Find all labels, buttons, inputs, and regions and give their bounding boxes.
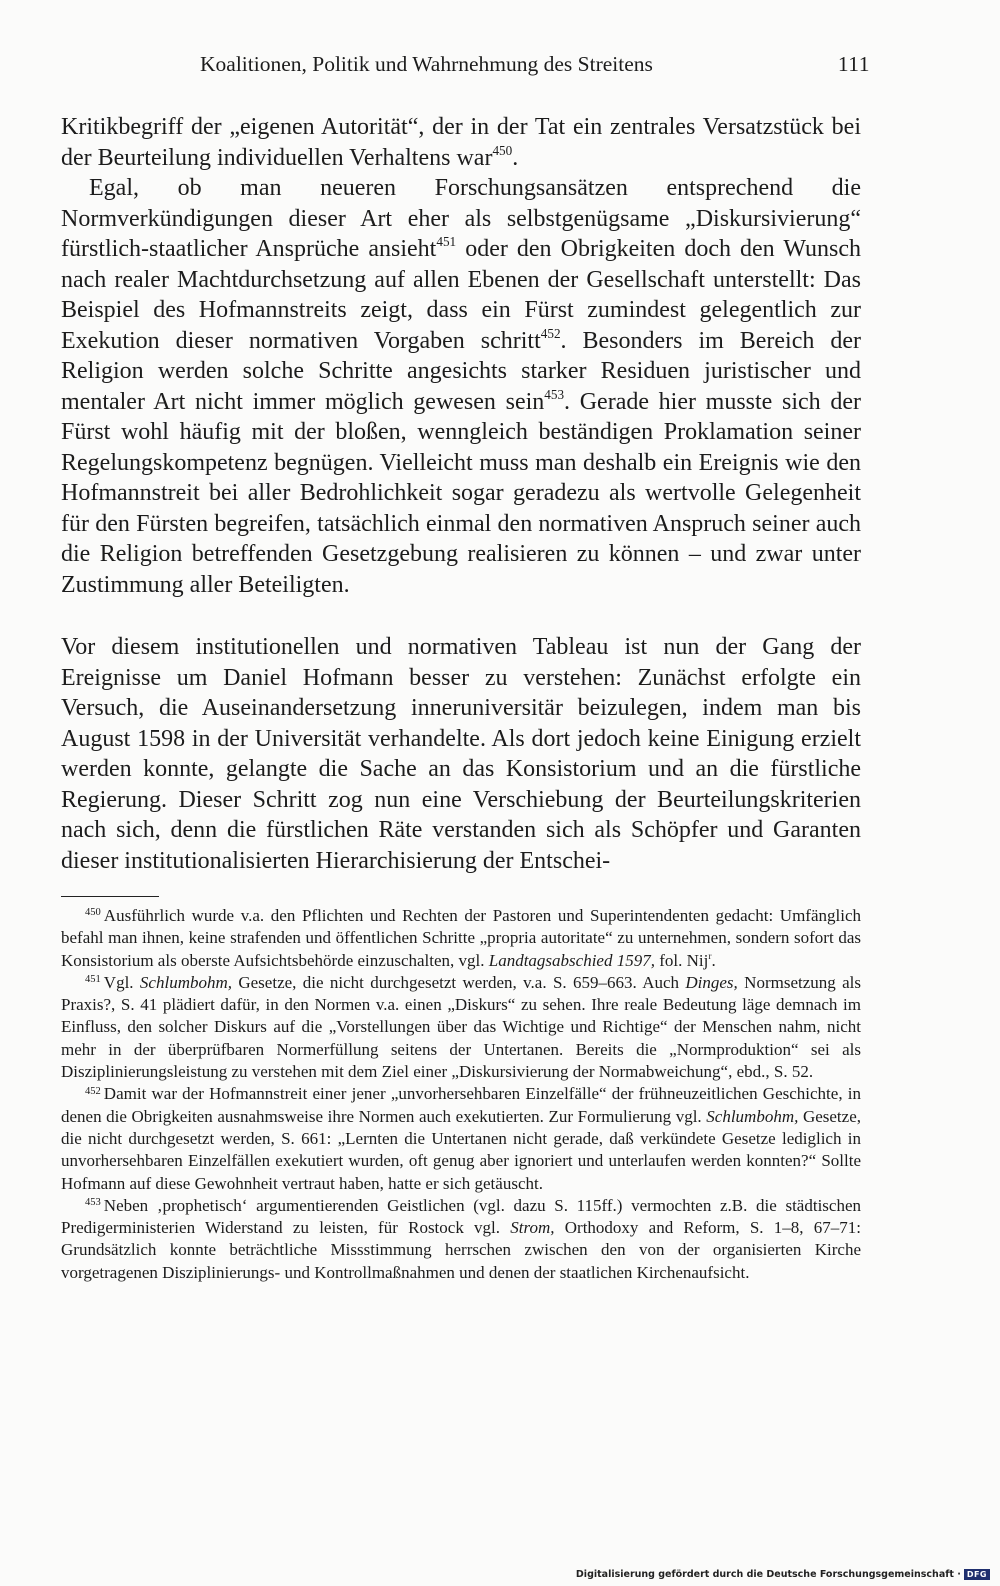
paragraph-2 (61, 173, 861, 600)
footnote-ref-452[interactable]: 452 (540, 325, 561, 341)
paragraph-text: . (512, 144, 519, 171)
footnote-text: . (711, 950, 716, 970)
footnote-452 (61, 1083, 861, 1194)
page-number: 111 (837, 52, 870, 76)
paragraph-3: Vor diesem institutionellen und normativen Tableau ist nun der Gang der Ereignisse um Daniel Hofmann besser zu verstehen: Zunächst erfolgte ein Versuch, die Auseinandersetzung inneruniversitär beizulegen, indem man bis August 1598 in der Universität verhandelte. Als dort jedoch keine Einigung erzielt werden konnte, gelangte die Sache an das Konsistorium und an die fürstliche Regierung. Dieser Schritt zog nun eine Verschiebung der Beurteilungskriterien nach sich, denn die fürstlichen Räte verstanden sich als Schöpfer und Garanten dieser institutionalisierten Hierarchisierung der Entschei- (61, 634, 861, 874)
footnote-text: Vgl. (103, 972, 140, 992)
paragraph-text: Egal, ob man neueren Forschungsansätzen entsprechend die Normverkündigungen dieser Art eher als selbstgenügsame „Diskursivierung“ fürstlich-staatlicher Ansprüche ansieht (61, 175, 861, 262)
footnote-number: 451 (85, 974, 101, 986)
footnote-number: 452 (85, 1085, 101, 1097)
footnote-citation: Landtagsabschied 1597, (488, 950, 655, 970)
running-title: Koalitionen, Politik und Wahrnehmung des Streitens (200, 52, 653, 76)
footnote-citation: Schlumbohm, (139, 972, 232, 992)
dfg-logo-icon: DFG (964, 1569, 990, 1580)
paragraph-1 (61, 112, 861, 173)
footnote-citation: Schlumbohm, (706, 1106, 799, 1126)
credit-text: Digitalisierung gefördert durch die Deutsche Forschungsgemeinschaft · (575, 1569, 961, 1580)
footnote-text: Orthodoxy and Reform, S. 1–8, 67–71: Grundsätzlich konnte beträchtliche Missstimmung herrschen zwischen den von der organisierten Kirche vorgetragenen Disziplinierungs- und Kontrollmaßnahmen und denen der staatlichen Kirchenaufsicht. (61, 1218, 861, 1282)
footnote-citation: Dinges, (685, 972, 738, 992)
digitization-credit (576, 1569, 990, 1580)
footnote-451 (61, 972, 861, 1083)
paragraph-text: . Besonders im Bereich der Religion werden solche Schritte angesichts starker Residuen juristischer und mentaler Art nicht immer möglich gewesen sein (61, 327, 861, 415)
footnote-450 (61, 905, 861, 972)
main-text (61, 112, 861, 876)
footnote-ref-453[interactable]: 453 (544, 386, 565, 402)
footnote-453 (61, 1195, 861, 1284)
footnote-text: Gesetze, die nicht durchgesetzt werden, v.a. S. 659–663. Auch (232, 972, 686, 992)
footnote-number: 453 (85, 1197, 101, 1209)
paragraph-text: . Gerade hier musste sich der Fürst wohl häufig mit der bloßen, wenngleich beständigen Proklamation seiner Regelungskompetenz begnügen. Vielleicht muss man deshalb ein Ereignis wie den Hofmannstreit bei aller Bedrohlichkeit sogar geradezu als wertvolle Gelegenheit für den Fürsten begreifen, tatsächlich einmal den normativen Anspruch seiner auch die Religion betreffenden Gesetzgebung realisieren zu können – und zwar unter Zustimmung aller Beteiligten. (61, 388, 861, 598)
footnote-text: Ausführlich wurde v.a. den Pflichten und Rechten der Pastoren und Superintendenten gedacht: Umfänglich befahl man ihnen, keine strafenden und öffentlichen Schritte „propria autoritate“ zu unternehmen, sondern sofort das Konsistorium als oberste Aufsichtsbehörde einzuschalten, vgl. (61, 906, 861, 970)
footnote-text: Damit war der Hofmannstreit einer jener „unvorhersehbaren Einzelfälle“ der frühneuzeitlichen Geschichte, in denen die Obrigkeiten ausnahmsweise ihre Normen auch exekutierten. Zur Formulierung vgl. (61, 1084, 861, 1126)
footnote-citation: Strom, (510, 1218, 555, 1238)
footnote-text: Neben ‚prophetisch‘ argumentierenden Geistlichen (vgl. dazu S. 115ff.) vermochten z.B. die städtischen Predigerministerien Widerstand zu leisten, für Rostock vgl. (61, 1195, 861, 1238)
footnote-ref-450[interactable]: 450 (492, 142, 513, 158)
footnote-number: 450 (85, 907, 101, 919)
footnotes (61, 905, 861, 1284)
running-head (200, 52, 870, 77)
footnote-ref-451[interactable]: 451 (436, 234, 457, 250)
footnote-text: Normsetzung als Praxis?, S. 41 plädiert dafür, in den Normen v.a. einen „Diskurs“ zu sehen. Ihre reale Bedeutung läge demnach im Einfluss, den solcher Diskurs auf die „Vorstellungen über das Wichtige und Richtige“ der Menschen nahm, nicht mehr in der überprüfbaren Normerfüllung seitens der Untertanen. Bereits die „Normproduktion“ sei als Disziplinierungsleistung zu verstehen mit dem Ziel einer „Diskursivierung der Normabweichung“, ebd., S. 52. (61, 972, 862, 1082)
footnote-text: Gesetze, die nicht durchgesetzt werden, S. 661: „Lernten die Untertanen nicht gerade, daß verkündete Gesetze lediglich in unvorhersehbaren Einzelfällen exekutiert wurden, oft genug aber ignoriert und unterlaufen werden konnten?“ Sollte Hofmann auf diese Gewohnheit vertraut haben, hatte er sich getäuscht. (61, 1106, 861, 1193)
footnote-rule (61, 896, 159, 897)
footnote-superscript: r (708, 951, 712, 962)
paragraph-text: Kritikbegriff der „eigenen Autorität“, der in der Tat ein zentrales Versatzstück bei der Beurteilung individuellen Verhaltens war (61, 114, 861, 171)
paragraph-text: oder den Obrigkeiten doch den Wunsch nach realer Machtdurchsetzung auf allen Ebenen der Gesellschaft unterstellt: Das Beispiel des Hofmannstreits zeigt, dass ein Fürst zumindest gelegentlich zur Exekution dieser normativen Vorgaben schritt (61, 236, 861, 354)
footnote-text: fol. Nij (654, 950, 709, 970)
